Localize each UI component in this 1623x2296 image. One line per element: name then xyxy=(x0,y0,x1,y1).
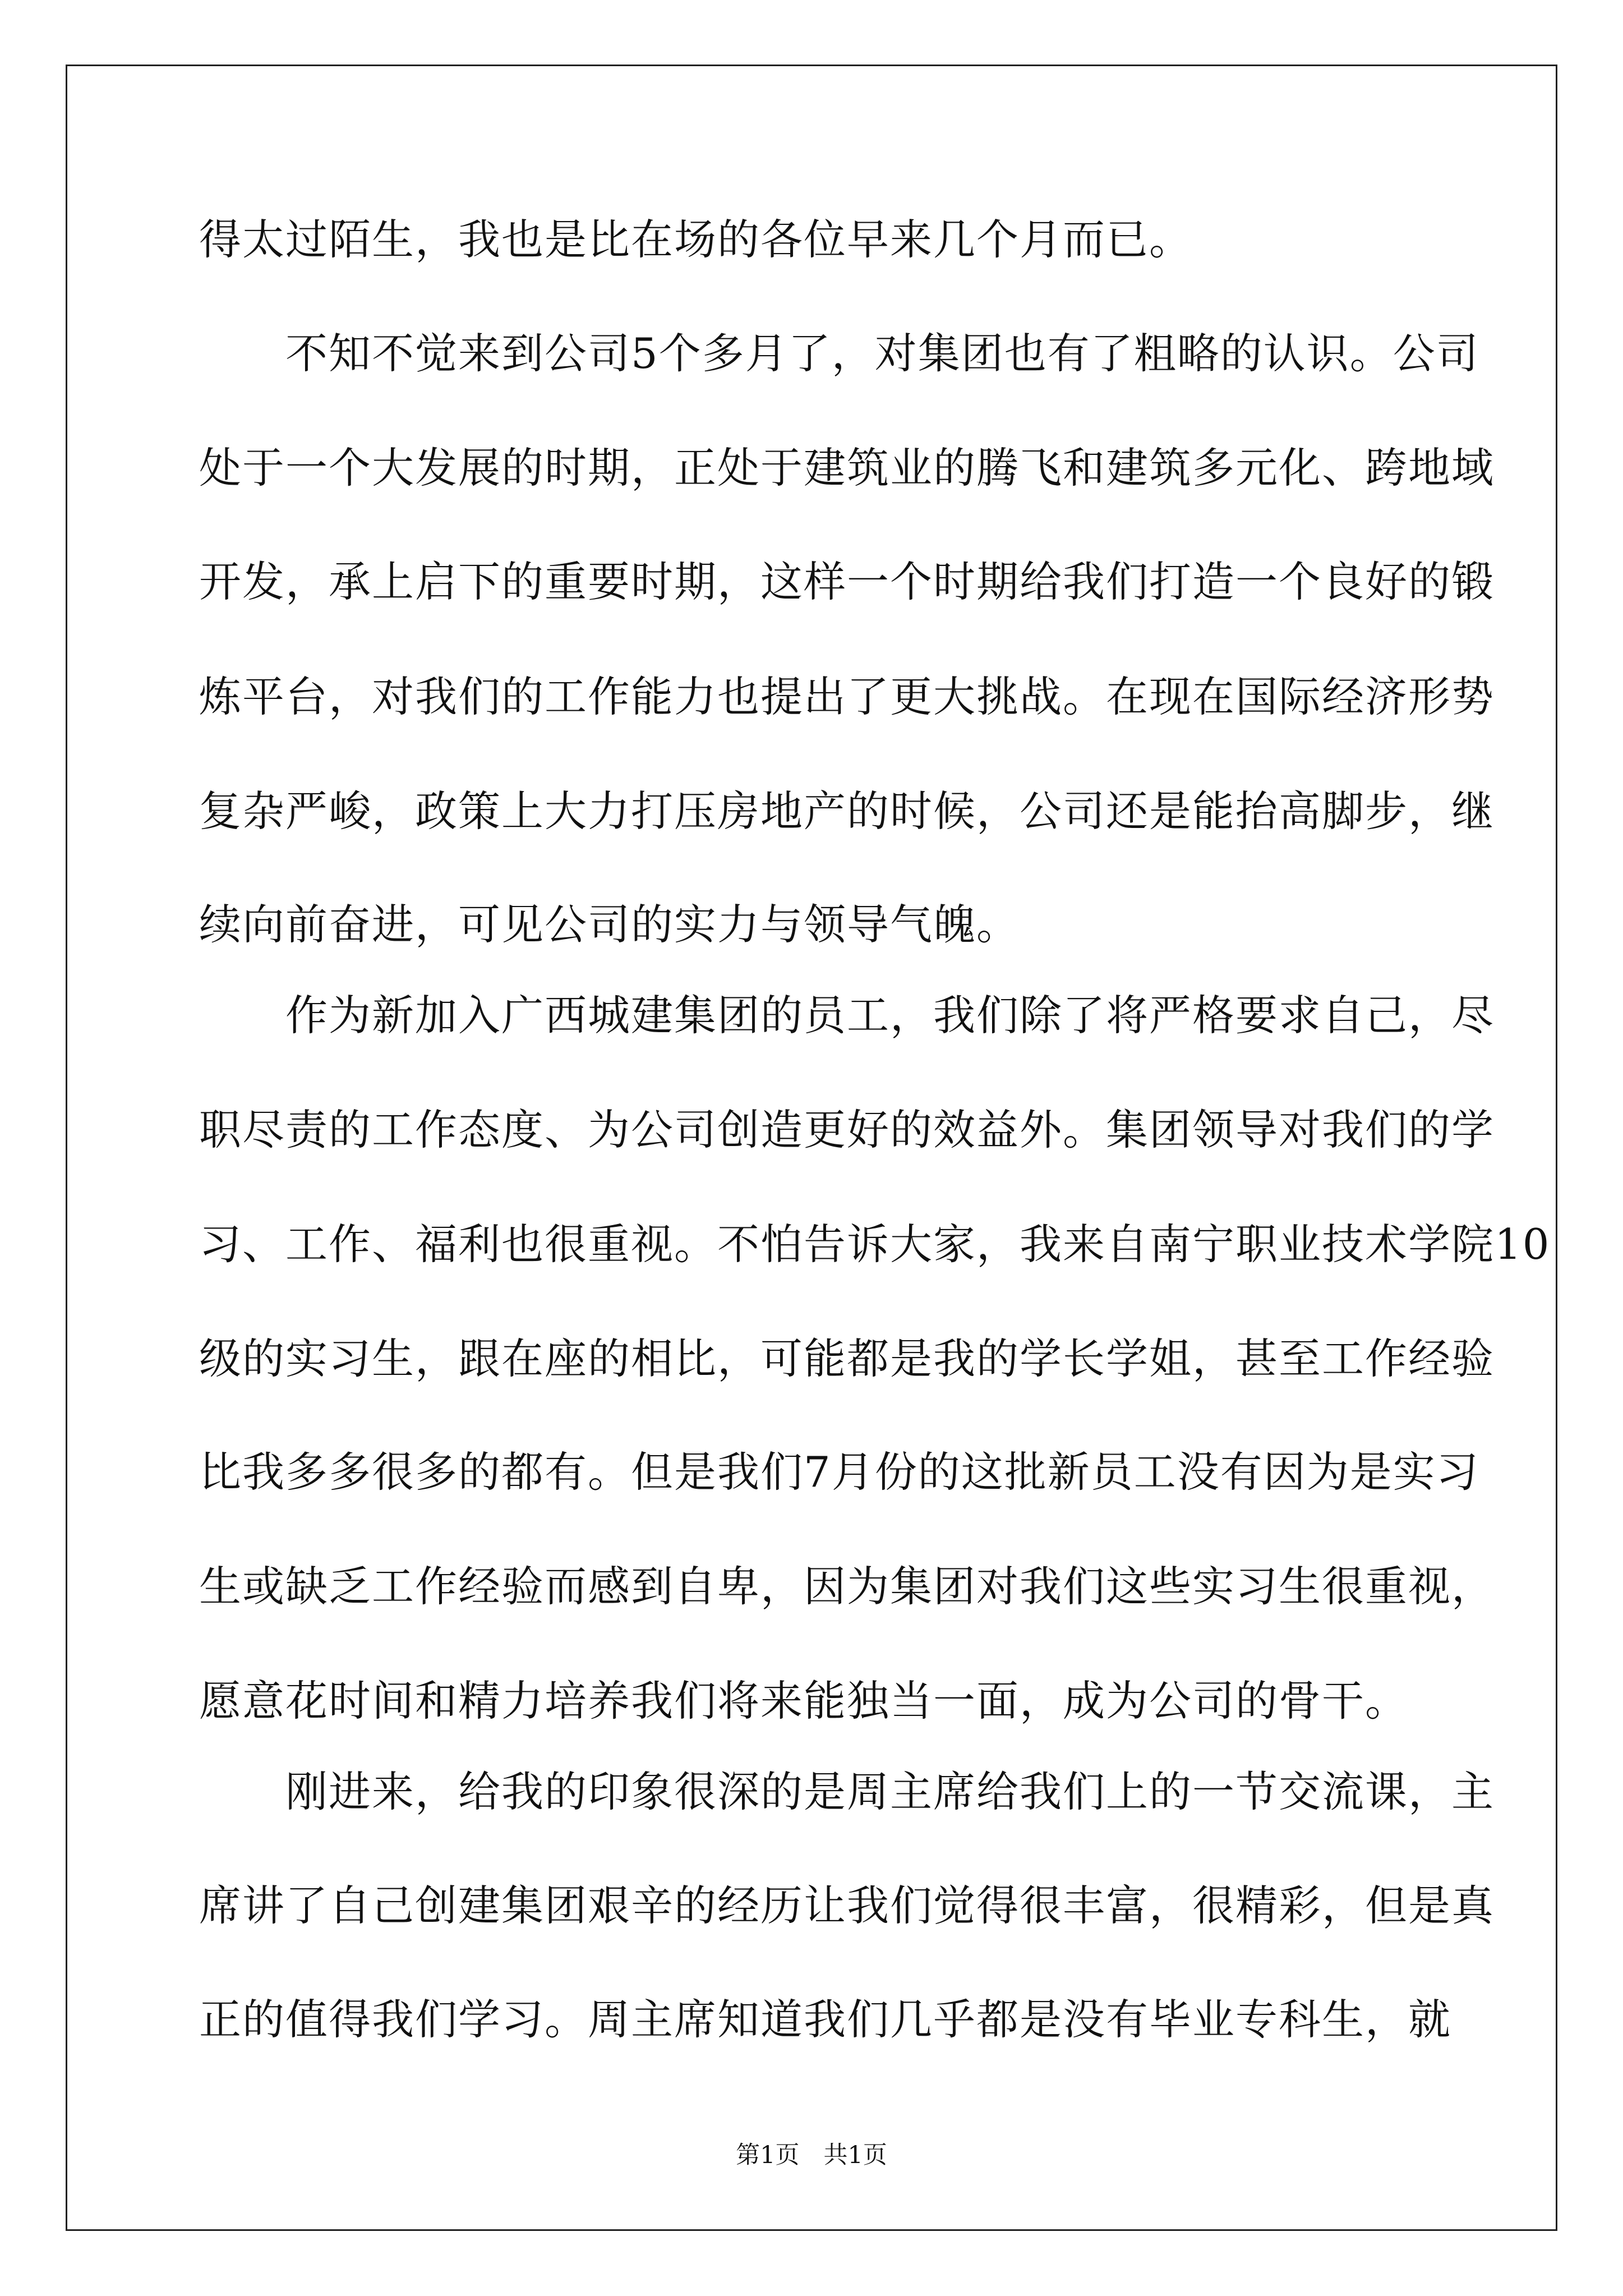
text-line: 习、工作、福利也很重视。不怕告诉大家，我来自南宁职业技术学院10 xyxy=(199,1220,1551,1269)
text-line: 复杂严峻，政策上大力打压房地产的时候，公司还是能抬高脚步，继 xyxy=(199,786,1495,836)
page-footer: 第1页 共1页 xyxy=(736,2141,887,2169)
text-line: 不知不觉来到公司5个多月了，对集团也有了粗略的认识。公司 xyxy=(199,329,1479,378)
text-line: 比我多多很多的都有。但是我们7月份的这批新员工没有因为是实习 xyxy=(199,1447,1479,1497)
text-line: 开发，承上启下的重要时期，这样一个时期给我们打造一个良好的锻 xyxy=(199,557,1495,606)
text-line: 作为新加入广西城建集团的员工，我们除了将严格要求自己，尽 xyxy=(199,991,1495,1040)
text-line: 正的值得我们学习。周主席知道我们几乎都是没有毕业专科生，就 xyxy=(199,1995,1452,2044)
text-line: 处于一个大发展的时期，正处于建筑业的腾飞和建筑多元化、跨地域 xyxy=(199,443,1495,493)
text-line: 愿意花时间和精力培养我们将来能独当一面，成为公司的骨干。 xyxy=(199,1676,1409,1726)
text-line: 生或缺乏工作经验而感到自卑，因为集团对我们这些实习生很重视， xyxy=(199,1562,1495,1611)
text-line: 职尽责的工作态度、为公司创造更好的效益外。集团领导对我们的学 xyxy=(199,1105,1495,1154)
text-line: 席讲了自己创建集团艰辛的经历让我们觉得很丰富，很精彩，但是真 xyxy=(199,1881,1495,1930)
text-line: 得太过陌生，我也是比在场的各位早来几个月而已。 xyxy=(199,215,1193,264)
text-line: 刚进来，给我的印象很深的是周主席给我们上的一节交流课，主 xyxy=(199,1767,1495,1816)
text-line: 炼平台，对我们的工作能力也提出了更大挑战。在现在国际经济形势 xyxy=(199,672,1495,721)
text-line: 续向前奋进，可见公司的实力与领导气魄。 xyxy=(199,900,1020,949)
text-line: 级的实习生，跟在座的相比，可能都是我的学长学姐，甚至工作经验 xyxy=(199,1334,1495,1383)
